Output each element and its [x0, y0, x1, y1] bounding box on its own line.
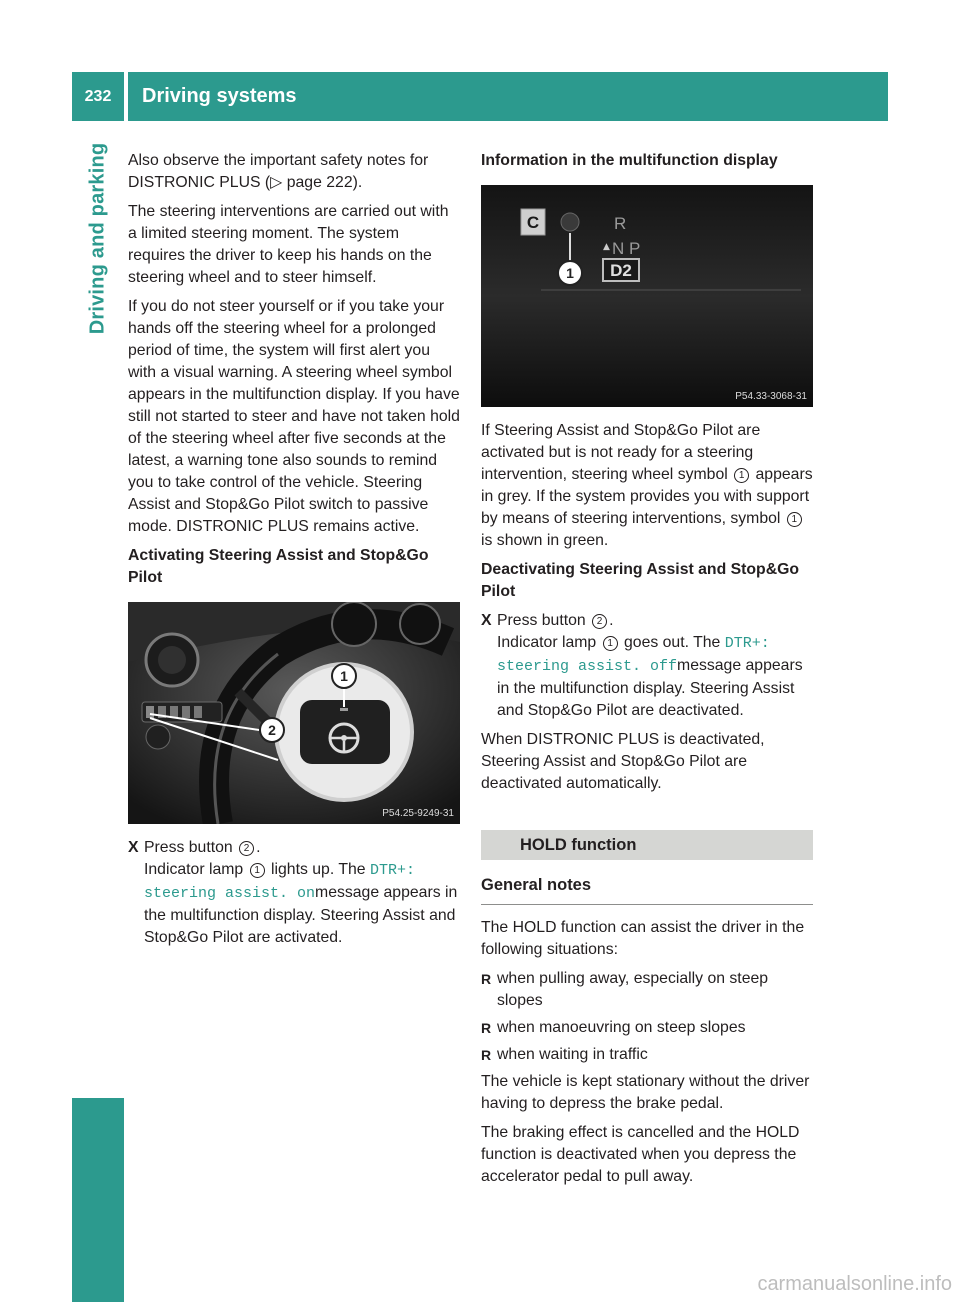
heading-deactivating: Deactivating Steering Assist and Stop&Go Pilot: [481, 561, 800, 600]
side-tab-label: Driving and parking: [86, 142, 109, 334]
activate-step: X Press button 2 . Indicator lamp 1 lights up. The DTR+: steering assist. onmessage appears in the multifunction display. Steering Assist and Stop&Go Pilot are activated.: [128, 839, 458, 946]
page-number: 232: [72, 72, 124, 121]
display-figure-code: P54.33-3068-31: [735, 391, 807, 402]
display-callout-1: 1: [566, 265, 574, 281]
list-item: R when waiting in traffic: [481, 1044, 813, 1066]
callout-1-icon: 1: [787, 512, 802, 527]
right-column: [481, 150, 813, 1195]
callout-1: 1: [340, 668, 348, 684]
bullet-icon: R: [481, 1020, 492, 1036]
watermark: carmanualsonline.info: [757, 1273, 952, 1295]
side-tab: [72, 121, 124, 355]
heading-activating: Activating Steering Assist and Stop&Go Pilot: [128, 547, 429, 586]
callout-1-icon: 1: [734, 468, 749, 483]
steering-moment-paragraph: The steering interventions are carried out with a limited steering moment. The system requires the driver to keep his hands on the steering wheel and to steer himself.: [128, 203, 449, 286]
display-c: C: [526, 213, 540, 232]
callout-1-icon: 1: [250, 863, 265, 878]
callout-1-icon: 1: [603, 636, 618, 651]
bullet-icon: R: [481, 1047, 492, 1063]
stationary-paragraph: The vehicle is kept stationary without the driver having to depress the brake pedal.: [481, 1073, 810, 1112]
multifunction-display-figure: [481, 185, 813, 407]
hold-intro-paragraph: The HOLD function can assist the driver in the following situations:: [481, 919, 805, 958]
warning-paragraph: If you do not steer yourself or if you take your hands off the steering wheel for a prolonged period of time, the system will first alert you with a visual warning. A steering wheel symbol appears in the multifunction display. If you have still not started to steer and have not taken hold of the steering wheel after five seconds at the latest, a warning tone also sounds to remind you to take control of the vehicle. Steering Assist and Stop&Go Pilot switch to passive mode. DISTRONIC PLUS remains active.: [128, 298, 460, 535]
deactivate-step: X Press button 2 . Indicator lamp 1 goes out. The DTR+: steering assist. offmessage appears in the multifunction display. Steering Assist and Stop&Go Pilot are deactivated.: [481, 612, 803, 719]
callout-2-icon: 2: [239, 841, 254, 856]
display-np: N P: [612, 239, 641, 258]
subheading-general-notes: General notes: [481, 874, 813, 905]
list-item: R when pulling away, especially on steep slopes: [481, 970, 769, 1009]
page-title: Driving systems: [128, 72, 888, 121]
svg-text:▲: ▲: [603, 242, 610, 252]
callout-2-icon: 2: [592, 614, 607, 629]
cancel-paragraph: The braking effect is cancelled and the HOLD function is deactivated when you depress the accelerator pedal to pull away.: [481, 1124, 800, 1185]
figure-code: P54.25-9249-31: [382, 808, 454, 819]
safety-note-paragraph: Also observe the important safety notes for DISTRONIC PLUS (▷ page 222).: [128, 152, 429, 191]
auto-deactivate-paragraph: When DISTRONIC PLUS is deactivated, Steering Assist and Stop&Go Pilot are deactivated automatically.: [481, 731, 765, 792]
callout-2: 2: [268, 722, 276, 738]
list-item: R when manoeuvring on steep slopes: [481, 1017, 813, 1039]
display-r: R: [614, 214, 627, 233]
bullet-icon: R: [481, 971, 492, 987]
display-message-on: DTR+: steering assist. on: [144, 862, 415, 902]
step-arrow-icon: X: [481, 612, 492, 629]
symbol-info-paragraph: If Steering Assist and Stop&Go Pilot are activated but is not ready for a steering intervention, steering wheel symbol 1 appears in grey. If the system provides you with support by means of steering interventions, symbol 1 is shown in green.: [481, 422, 813, 549]
heading-info: Information in the multifunction display: [481, 152, 778, 169]
steering-wheel-figure: [128, 602, 460, 824]
display-d2: D2: [610, 261, 632, 280]
left-column: [128, 150, 460, 956]
step-arrow-icon: X: [128, 839, 139, 856]
side-tab-marker: [72, 1098, 124, 1302]
section-hold-function: HOLD function: [481, 830, 813, 860]
display-message-off: DTR+: steering assist. off: [497, 635, 770, 675]
